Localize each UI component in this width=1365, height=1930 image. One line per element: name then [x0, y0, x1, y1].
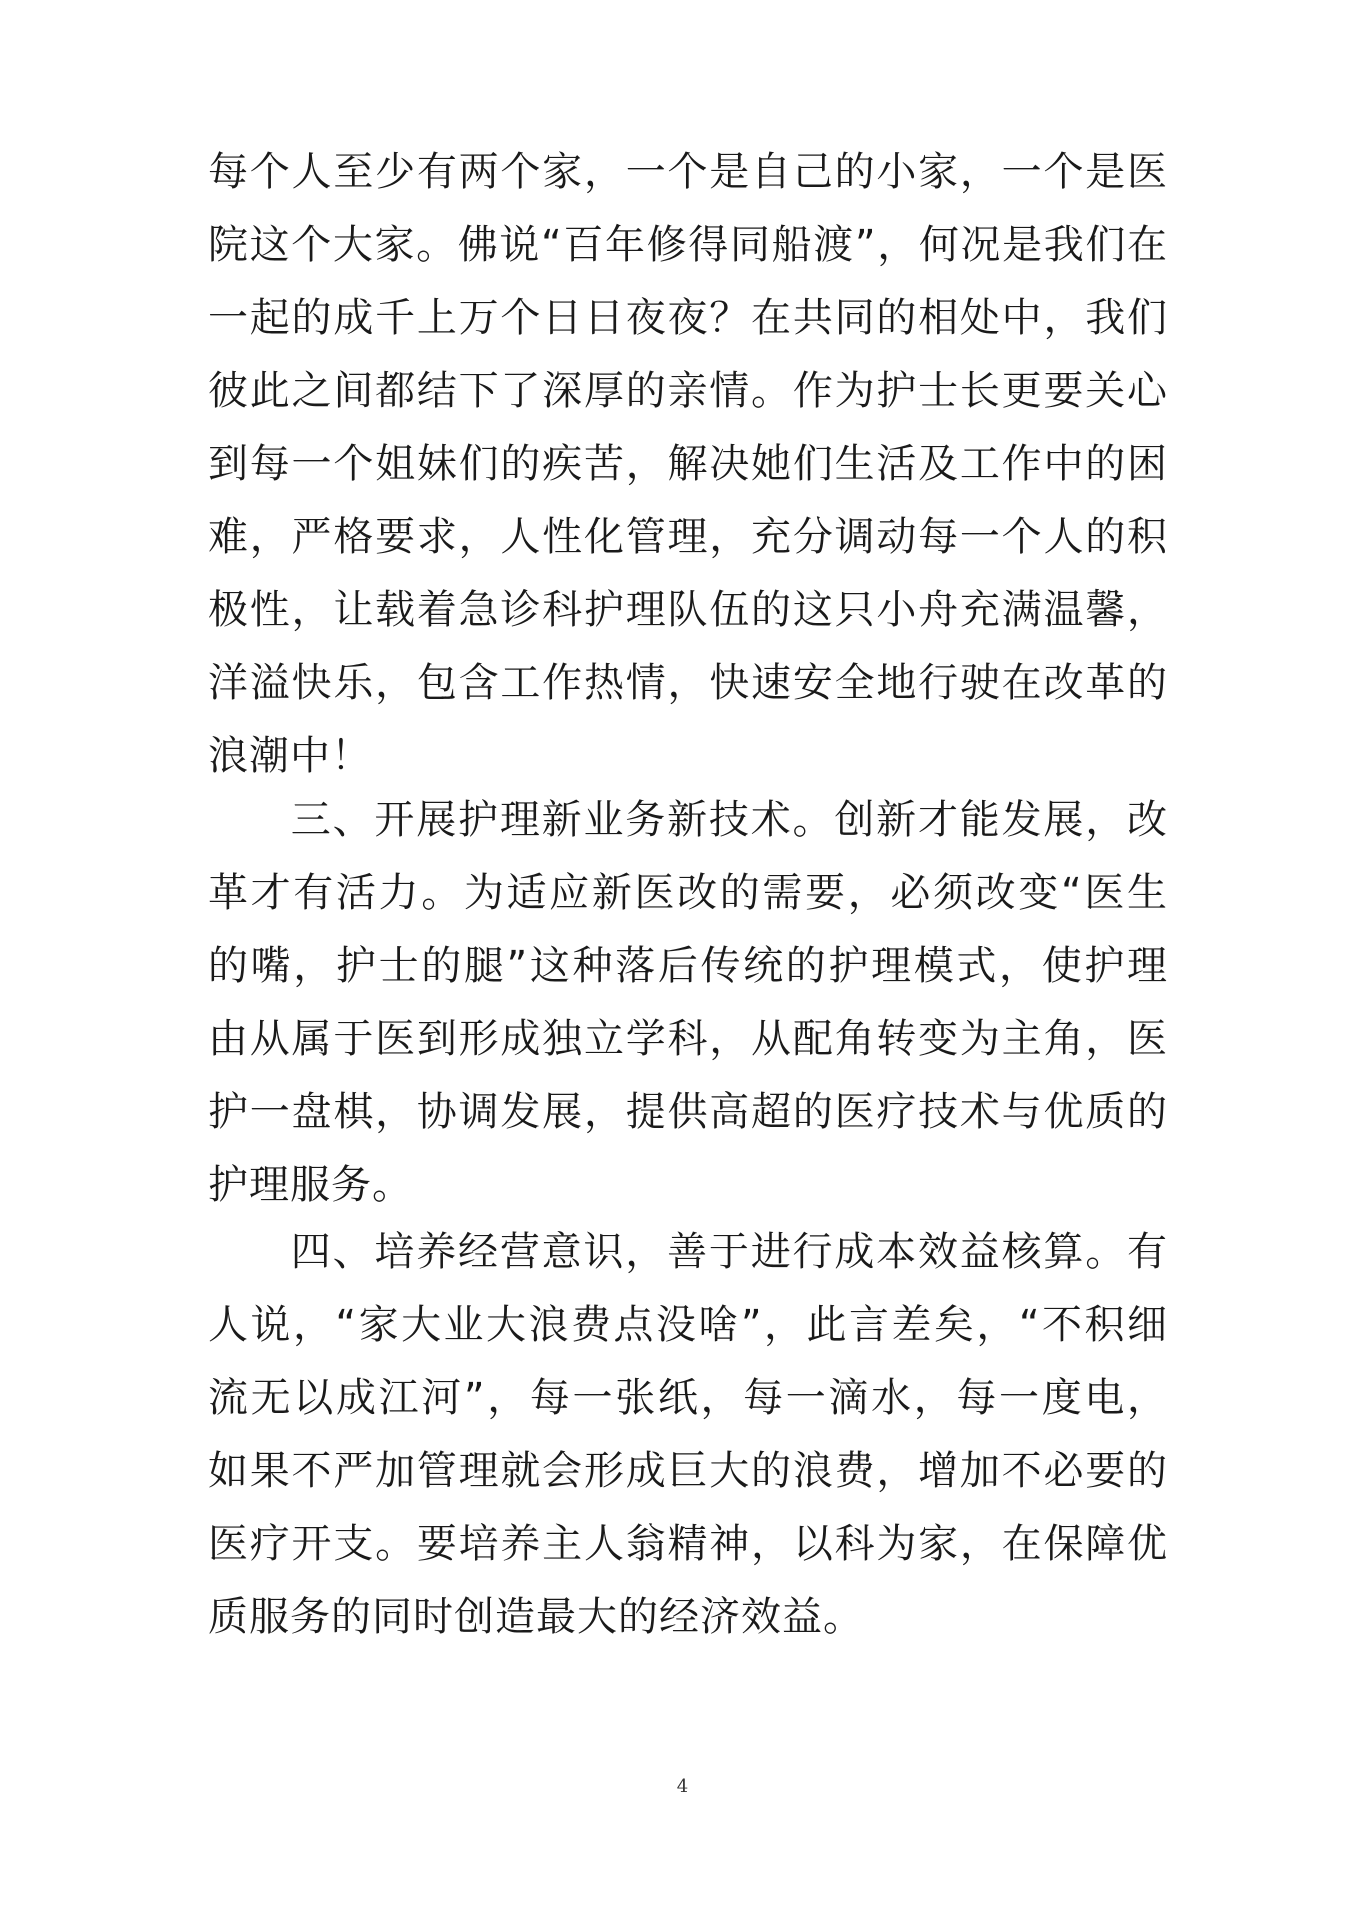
paragraph-family-spirit [208, 136, 1168, 793]
paragraph-cost-awareness [208, 1216, 1168, 1654]
paragraph-text: 四、培养经营意识，善于进行成本效益核算。有人说，“家大业大浪费点没啥”，此言差矣，“不积细流无以成江河”，每一张纸，每一滴水，每一度电，如果不严加管理就会形成巨大的浪费，增加不必要的医疗开支。要培养主人翁精神，以科为家，在保障优质服务的同时创造最大的经济效益。 [208, 1229, 1168, 1640]
paragraph-text: 三、开展护理新业务新技术。创新才能发展，改革才有活力。为适应新医改的需要，必须改变“医生的嘴，护士的腿”这种落后传统的护理模式，使护理由从属于医到形成独立学科，从配角转变为主角，医护一盘棋，协调发展，提供高超的医疗技术与优质的护理服务。 [208, 797, 1168, 1208]
paragraph-new-techniques [208, 784, 1168, 1222]
paragraph-text: 每个人至少有两个家，一个是自己的小家，一个是医院这个大家。佛说“百年修得同船渡”，何况是我们在一起的成千上万个日日夜夜？在共同的相处中，我们彼此之间都结下了深厚的亲情。作为护士长更要关心到每一个姐妹们的疾苦，解决她们生活及工作中的困难，严格要求，人性化管理，充分调动每一个人的积极性，让载着急诊科护理队伍的这只小舟充满温馨，洋溢快乐，包含工作热情，快速安全地行驶在改革的浪潮中！ [208, 149, 1168, 779]
page-number: 4 [676, 1776, 689, 1797]
